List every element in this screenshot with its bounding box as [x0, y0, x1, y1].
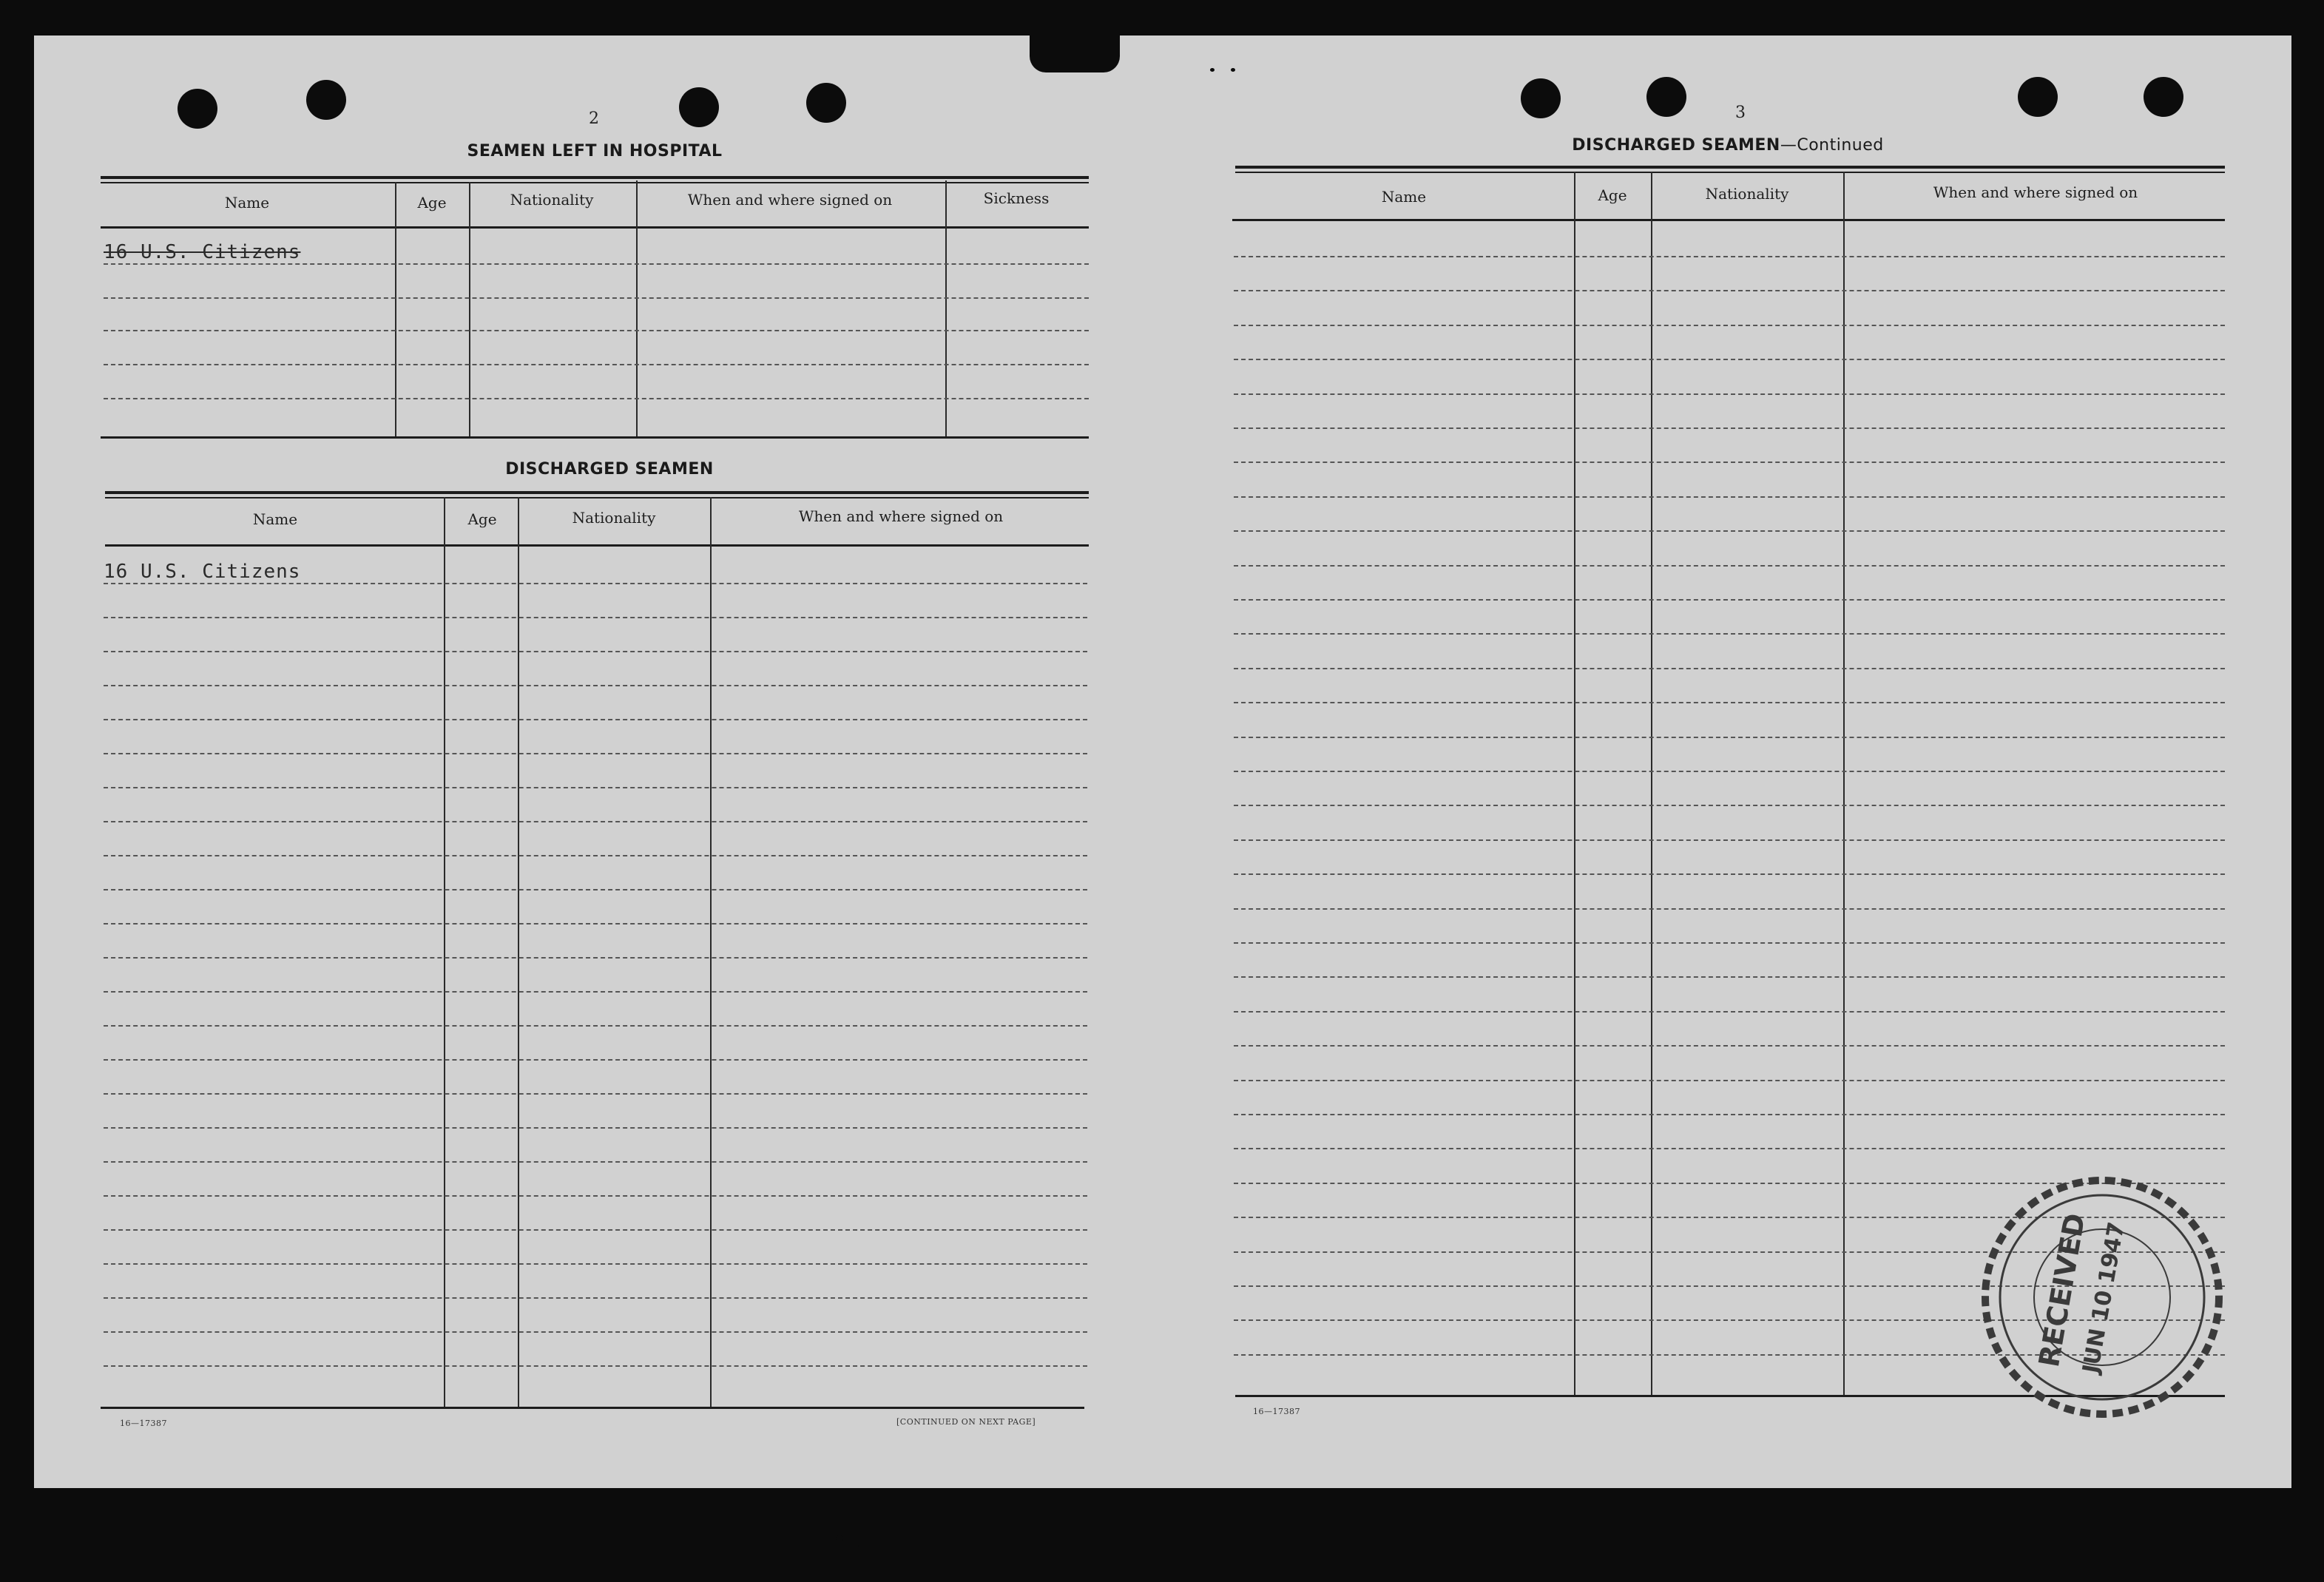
hospital-header-rule [101, 226, 1089, 229]
hospital-divider [395, 182, 396, 438]
hospital-section-title: SEAMEN LEFT IN HOSPITAL [467, 142, 723, 160]
ink-speck [1231, 68, 1235, 72]
row-line [1234, 702, 2225, 703]
row-line [104, 923, 1087, 924]
row-line [1234, 359, 2225, 360]
row-line [1234, 427, 2225, 429]
row-line [104, 685, 1087, 686]
row-line [1234, 1080, 2225, 1081]
punch-hole [679, 87, 719, 127]
row-line [104, 651, 1087, 652]
discharged-col-name: Name [252, 510, 298, 528]
hospital-top-rule [101, 176, 1089, 183]
right-col-signed-on: When and where signed on [1933, 183, 2138, 201]
row-line [1234, 839, 2225, 841]
row-line [104, 1093, 1087, 1095]
form-number-right: 16—17387 [1253, 1407, 1300, 1416]
punch-hole [1521, 78, 1561, 118]
right-header-rule [1232, 219, 2225, 221]
right-top-rule [1235, 166, 2225, 173]
punch-hole [2144, 77, 2183, 117]
row-line [104, 1365, 1087, 1367]
hospital-row-line [104, 398, 1089, 399]
row-line [104, 991, 1087, 993]
row-line [104, 821, 1087, 822]
row-line [104, 1229, 1087, 1231]
hospital-bottom-rule [101, 436, 1089, 439]
row-line [104, 1331, 1087, 1333]
hospital-col-sickness: Sickness [983, 189, 1050, 207]
row-line [1234, 1114, 2225, 1115]
row-line [104, 1263, 1087, 1265]
punch-hole [1646, 77, 1686, 117]
hospital-row-line [104, 364, 1089, 365]
ink-speck [1210, 68, 1215, 72]
right-divider [1574, 172, 1575, 1396]
row-line [104, 617, 1087, 618]
hospital-col-signed-on: When and where signed on [687, 191, 893, 209]
row-line [1234, 530, 2225, 532]
row-line [104, 1025, 1087, 1027]
discharged-header-rule [105, 544, 1089, 547]
stamp-date: JUN 10 1947 [2078, 1220, 2130, 1376]
form-number-left: 16—17387 [120, 1419, 167, 1428]
row-line [1234, 908, 2225, 910]
right-divider [1843, 172, 1845, 1396]
row-line [104, 753, 1087, 754]
continued-note: [CONTINUED ON NEXT PAGE] [896, 1417, 1036, 1427]
row-line [1234, 256, 2225, 257]
row-line [1234, 1011, 2225, 1013]
discharged-col-nationality: Nationality [572, 509, 656, 527]
right-col-age: Age [1598, 186, 1627, 204]
punch-hole [306, 80, 346, 120]
discharged-col-signed-on: When and where signed on [798, 507, 1004, 525]
row-line [104, 1161, 1087, 1163]
right-divider [1651, 172, 1652, 1396]
hospital-row-line [104, 263, 1089, 265]
right-col-nationality: Nationality [1705, 185, 1789, 203]
hospital-row-line [104, 330, 1089, 331]
ink-speck [854, 1544, 859, 1548]
row-line [1234, 565, 2225, 567]
row-line [1234, 290, 2225, 291]
stamp-word: RECEIVED [2032, 1211, 2092, 1370]
hospital-divider [469, 182, 470, 438]
document-sheet [34, 36, 2291, 1488]
row-line [1234, 462, 2225, 463]
discharged-col-age: Age [467, 510, 497, 528]
row-line [104, 1297, 1087, 1299]
received-stamp [1976, 1172, 2228, 1423]
hospital-col-nationality: Nationality [510, 191, 594, 209]
row-line [1234, 737, 2225, 738]
discharged-divider [710, 497, 712, 1408]
row-line [1234, 599, 2225, 601]
right-title-main: DISCHARGED SEAMEN [1572, 136, 1780, 155]
punch-hole [178, 89, 217, 129]
row-line [104, 719, 1087, 720]
discharged-row-name: 16 U.S. Citizens [104, 561, 301, 583]
punch-hole [806, 83, 846, 123]
row-line [1234, 976, 2225, 978]
row-line [104, 1059, 1087, 1061]
row-line [1234, 325, 2225, 326]
row-line [1234, 942, 2225, 944]
discharged-divider [518, 497, 519, 1408]
hospital-col-name: Name [224, 194, 270, 212]
row-line [104, 855, 1087, 856]
page-number-left: 2 [589, 109, 599, 128]
row-line [104, 1195, 1087, 1197]
right-title-continued: —Continued [1780, 136, 1884, 155]
row-line [1234, 496, 2225, 498]
discharged-section-title: DISCHARGED SEAMEN [505, 460, 714, 479]
row-line [1234, 668, 2225, 669]
row-line [1234, 771, 2225, 772]
hospital-col-age: Age [417, 194, 447, 212]
row-line [104, 889, 1087, 890]
row-line [1234, 1148, 2225, 1149]
row-line [1234, 633, 2225, 635]
punch-hole [2018, 77, 2058, 117]
row-line [104, 787, 1087, 788]
ink-speck [836, 1535, 843, 1541]
row-line [104, 957, 1087, 959]
hospital-row-name: 16 U.S. Citizens [104, 241, 301, 263]
row-line [1234, 1045, 2225, 1047]
discharged-top-rule [105, 491, 1089, 498]
right-col-name: Name [1381, 188, 1427, 206]
discharged-bottom-rule [101, 1407, 1084, 1409]
row-line [104, 1127, 1087, 1129]
row-line [1234, 873, 2225, 875]
right-section-title [1572, 136, 1883, 155]
row-line [1234, 805, 2225, 806]
page-number-right: 3 [1735, 104, 1746, 122]
paper-tear [1030, 36, 1120, 72]
row-line [1234, 393, 2225, 395]
hospital-row-line [104, 297, 1089, 299]
discharged-divider [444, 497, 445, 1408]
row-line [104, 583, 1087, 584]
